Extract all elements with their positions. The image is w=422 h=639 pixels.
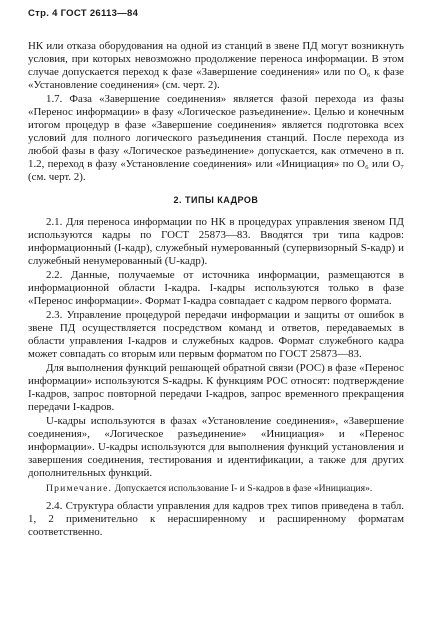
section-title: 2. ТИПЫ КАДРОВ <box>173 195 259 205</box>
paragraph-2-1: 2.1. Для переноса информации по НК в процедурах управления звеном ПД используются кадры по ГОСТ 25873—83. Вводятся три типа кадров: информационный (I-кадр), служебный нумерованный (супервизорный S-кадр) и служебный ненумерованный (U-кадр). <box>28 216 404 267</box>
note-prefix: Примечание. <box>46 483 113 494</box>
page-header: Стр. 4 ГОСТ 26113—84 <box>28 8 139 19</box>
page-body <box>28 40 404 539</box>
paragraph-ros: Для выполнения функций решающей обратной связи (РОС) в фазе «Перенос информации» используются S-кадры. К функциям РОС относят: подтверждение I-кадров, запрос повторной передачи I-кадров, запрос временного прекращения передачи I-кадров. <box>28 362 404 413</box>
paragraph-2-3: 2.3. Управление процедурой передачи информации и защиты от ошибок в звене ПД осуществляется посредством команд и ответов, передаваемых в области управления I-кадров и служебных кадров. Формат служебного кадра может совпадать со вторым или первым форматом по ГОСТ 25873—83. <box>28 309 404 360</box>
note-text: Допускается использование I- и S-кадров в фазе «Инициация». <box>112 483 373 494</box>
paragraph-2-2: 2.2. Данные, получаемые от источника информации, размещаются в информационной области I-кадра. I-кадры используются только в фазе «Перенос информации». Формат I-кадра совпадает с кадром первого формата. <box>28 269 404 307</box>
note <box>28 483 404 495</box>
paragraph-2-4: 2.4. Структура области управления для кадров трех типов приведена в табл. 1, 2 применительно к нерасширенному и расширенному форматам соответственно. <box>28 500 404 538</box>
paragraph-1-7: 1.7. Фаза «Завершение соединения» является фазой перехода из фазы «Перенос информации» в фазу «Логическое разъединение». Целью и конечным итогом процедур в фазе «Завершение соединения» является подготовка всех условий для полного логического разъединения станций. После перехода из любой фазы в фазу «Логическое разъединение» допускается, как отмечено в п. 1.2, переход в фазу «Установление соединения» или «Инициация» по O₆ или O₇ (см. черт. 2). <box>28 93 404 183</box>
paragraph-u-frames: U-кадры используются в фазах «Установление соединения», «Завершение соединения», «Логическое разъединение» «Инициация» и «Перенос информации». U-кадры используются для выполнения функций установления и завершения соединения, тестирования и идентификации, а также для других дополнительных функций. <box>28 415 404 479</box>
paragraph-continuation: НК или отказа оборудования на одной из станций в звене ПД могут возникнуть условия, при которых невозможно продолжение переноса информации. В этом случае допускается переход к фазе «Завершение соединения» или по O₆ к фазе «Установление соединения» (см. черт. 2). <box>28 40 404 91</box>
